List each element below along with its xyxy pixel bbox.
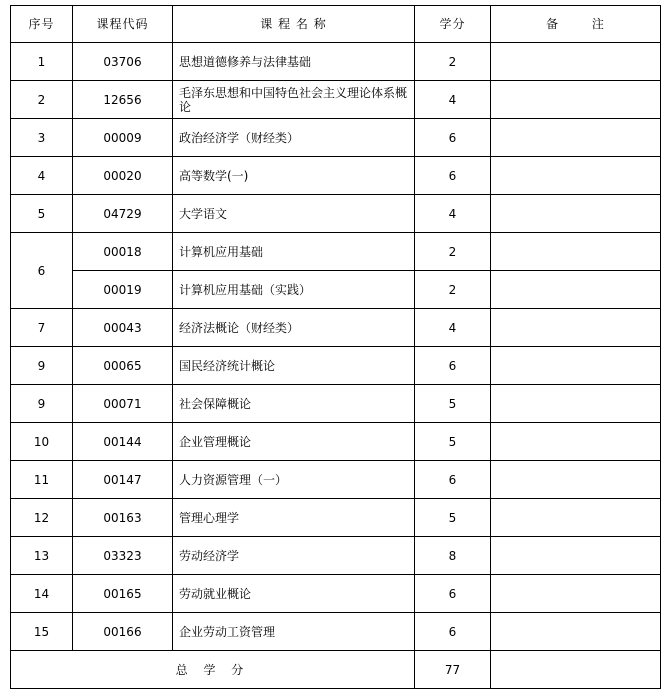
cell-remark <box>491 575 661 613</box>
cell-code: 00043 <box>73 309 173 347</box>
cell-remark <box>491 461 661 499</box>
table-row <box>11 43 661 81</box>
table-row <box>11 613 661 651</box>
table-row <box>11 233 661 271</box>
cell-seq: 13 <box>11 537 73 575</box>
cell-remark <box>491 309 661 347</box>
cell-remark <box>491 499 661 537</box>
cell-code: 00144 <box>73 423 173 461</box>
cell-credit: 5 <box>415 423 491 461</box>
cell-seq: 10 <box>11 423 73 461</box>
table-row <box>11 119 661 157</box>
cell-code: 00165 <box>73 575 173 613</box>
cell-remark <box>491 613 661 651</box>
total-label: 总 学 分 <box>11 651 415 689</box>
cell-seq: 12 <box>11 499 73 537</box>
cell-name: 毛泽东思想和中国特色社会主义理论体系概论 <box>173 81 415 119</box>
table-row <box>11 81 661 119</box>
cell-credit: 6 <box>415 347 491 385</box>
cell-seq: 6 <box>11 233 73 309</box>
table-row <box>11 537 661 575</box>
cell-code: 00009 <box>73 119 173 157</box>
cell-code: 00019 <box>73 271 173 309</box>
header-credit: 学分 <box>415 6 491 43</box>
cell-seq: 1 <box>11 43 73 81</box>
table-row <box>11 347 661 385</box>
table-row <box>11 157 661 195</box>
cell-code: 00065 <box>73 347 173 385</box>
cell-name: 计算机应用基础（实践） <box>173 271 415 309</box>
cell-code: 03323 <box>73 537 173 575</box>
cell-code: 12656 <box>73 81 173 119</box>
cell-credit: 6 <box>415 157 491 195</box>
total-remark <box>491 651 661 689</box>
cell-code: 00071 <box>73 385 173 423</box>
cell-name: 政治经济学（财经类） <box>173 119 415 157</box>
cell-name: 人力资源管理（一） <box>173 461 415 499</box>
header-seq: 序号 <box>11 6 73 43</box>
cell-credit: 8 <box>415 537 491 575</box>
header-row <box>11 6 661 43</box>
cell-remark <box>491 423 661 461</box>
header-name: 课 程 名 称 <box>173 6 415 43</box>
cell-name: 思想道德修养与法律基础 <box>173 43 415 81</box>
cell-name: 企业管理概论 <box>173 423 415 461</box>
cell-credit: 2 <box>415 233 491 271</box>
table-row <box>11 575 661 613</box>
cell-seq: 9 <box>11 385 73 423</box>
header-remark: 备 注 <box>491 6 661 43</box>
cell-seq: 2 <box>11 81 73 119</box>
cell-code: 00020 <box>73 157 173 195</box>
cell-remark <box>491 385 661 423</box>
cell-name: 高等数学(一) <box>173 157 415 195</box>
cell-credit: 5 <box>415 385 491 423</box>
cell-seq: 7 <box>11 309 73 347</box>
cell-remark <box>491 81 661 119</box>
cell-seq: 5 <box>11 195 73 233</box>
cell-code: 03706 <box>73 43 173 81</box>
table-row <box>11 195 661 233</box>
cell-seq: 4 <box>11 157 73 195</box>
cell-remark <box>491 233 661 271</box>
cell-credit: 4 <box>415 309 491 347</box>
cell-remark <box>491 271 661 309</box>
cell-remark <box>491 43 661 81</box>
table-row <box>11 499 661 537</box>
course-table <box>10 5 661 689</box>
cell-credit: 6 <box>415 119 491 157</box>
cell-name: 劳动经济学 <box>173 537 415 575</box>
cell-remark <box>491 537 661 575</box>
cell-seq: 14 <box>11 575 73 613</box>
cell-credit: 4 <box>415 81 491 119</box>
cell-code: 00166 <box>73 613 173 651</box>
cell-name: 管理心理学 <box>173 499 415 537</box>
cell-seq: 3 <box>11 119 73 157</box>
cell-code: 00147 <box>73 461 173 499</box>
cell-credit: 2 <box>415 271 491 309</box>
cell-name: 社会保障概论 <box>173 385 415 423</box>
cell-credit: 6 <box>415 461 491 499</box>
table-row <box>11 309 661 347</box>
table-row <box>11 385 661 423</box>
cell-credit: 2 <box>415 43 491 81</box>
table-row <box>11 461 661 499</box>
cell-seq: 15 <box>11 613 73 651</box>
table-row <box>11 271 661 309</box>
header-code: 课程代码 <box>73 6 173 43</box>
total-row <box>11 651 661 689</box>
cell-code: 00163 <box>73 499 173 537</box>
cell-remark <box>491 347 661 385</box>
cell-credit: 5 <box>415 499 491 537</box>
cell-name: 企业劳动工资管理 <box>173 613 415 651</box>
cell-seq: 11 <box>11 461 73 499</box>
cell-remark <box>491 195 661 233</box>
cell-name: 国民经济统计概论 <box>173 347 415 385</box>
cell-seq: 9 <box>11 347 73 385</box>
cell-name: 大学语文 <box>173 195 415 233</box>
cell-credit: 6 <box>415 613 491 651</box>
cell-code: 00018 <box>73 233 173 271</box>
cell-name: 计算机应用基础 <box>173 233 415 271</box>
cell-name: 经济法概论（财经类） <box>173 309 415 347</box>
cell-remark <box>491 157 661 195</box>
cell-credit: 4 <box>415 195 491 233</box>
cell-code: 04729 <box>73 195 173 233</box>
cell-name: 劳动就业概论 <box>173 575 415 613</box>
total-credit: 77 <box>415 651 491 689</box>
table-row <box>11 423 661 461</box>
cell-credit: 6 <box>415 575 491 613</box>
cell-remark <box>491 119 661 157</box>
